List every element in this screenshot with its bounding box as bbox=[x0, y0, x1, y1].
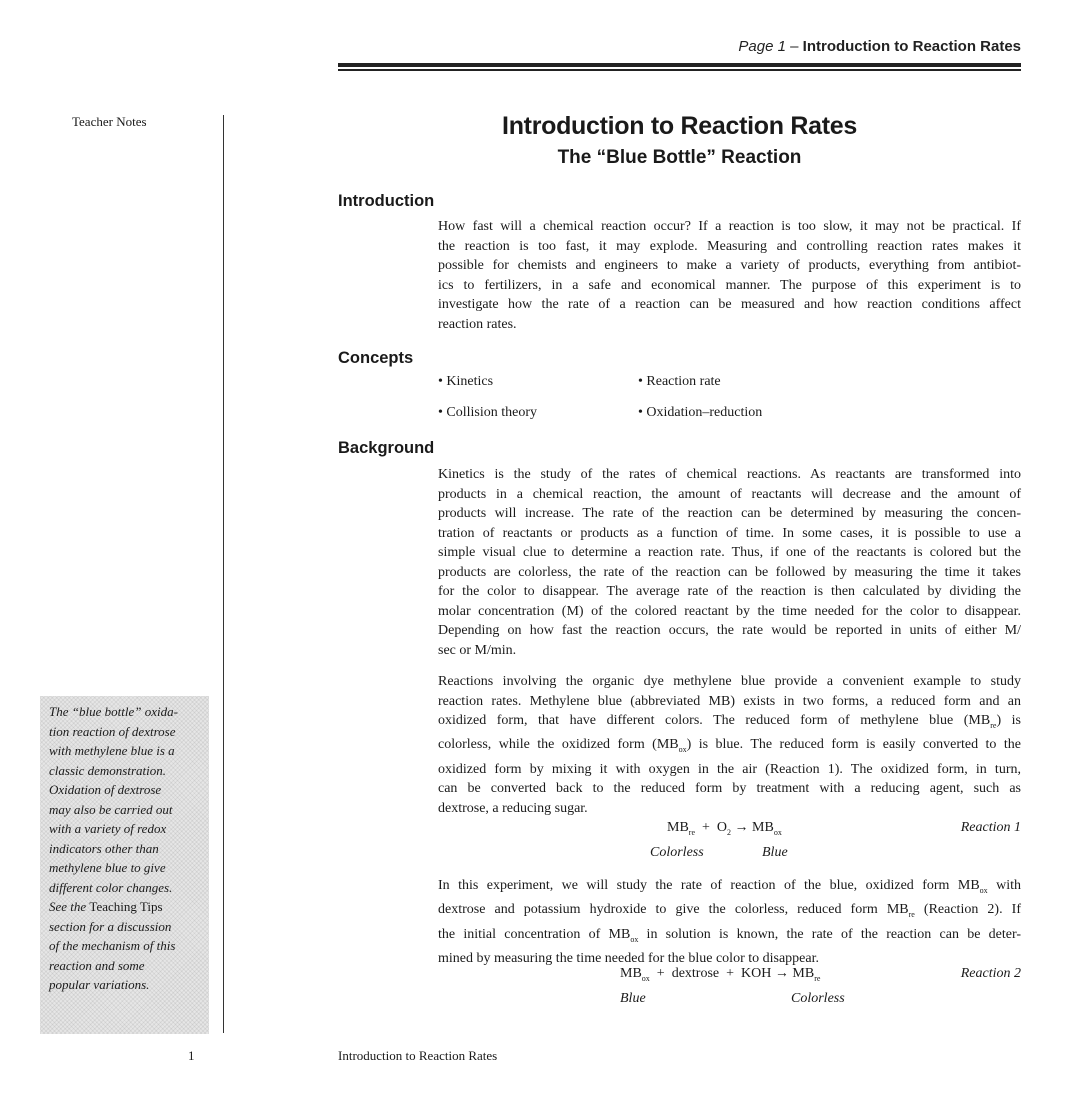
text-line: can be converted back to the reduced form by treatment with a reducing agent, such as bbox=[438, 781, 1021, 797]
text-line: dextrose, a reducing sugar. bbox=[438, 800, 588, 816]
reaction-2-colorless: Colorless bbox=[791, 991, 845, 1006]
concept-item: • Reaction rate bbox=[638, 374, 721, 389]
text-line: molar concentration (M) of the colored reactant by the time needed for the color to disappear. bbox=[438, 603, 1021, 619]
page-title: Introduction to Reaction Rates bbox=[502, 112, 857, 140]
reaction-1-label: Reaction 1 bbox=[960, 820, 1021, 835]
note-line bbox=[49, 897, 203, 917]
heading-introduction: Introduction bbox=[338, 192, 435, 210]
reaction-1-blue: Blue bbox=[762, 845, 788, 860]
text-line: colorless, while the oxidized form $(MB_{ox})$ is blue. The reduced form is easily converted to the bbox=[438, 737, 1021, 755]
header-page: Page 1 bbox=[738, 38, 786, 55]
note-line: popular variations. bbox=[49, 977, 150, 992]
background-paragraph-2 bbox=[438, 672, 1021, 818]
text-line: tration of reactants or products as a function of time. In some cases, it is possible to use a bbox=[438, 525, 1021, 541]
text-line: ics to fertilizers, in a safe and economical manner. The purpose of this experiment is to bbox=[438, 277, 1021, 293]
note-line: section for a discussion bbox=[49, 918, 172, 934]
background-paragraph-3 bbox=[438, 876, 1021, 968]
text-line: products are colorless, the rate of the reaction can be followed by measuring the time it takes bbox=[438, 564, 1021, 580]
running-header bbox=[338, 38, 1021, 55]
note-line: may also be carried out bbox=[49, 801, 173, 817]
text-line: In this experiment, we will study the rate of reaction of the blue, oxidized form $MB_{ox}$ with bbox=[438, 878, 1021, 895]
teacher-note-box bbox=[40, 696, 209, 1034]
note-line: methylene blue to give bbox=[49, 860, 166, 875]
background-paragraph-1 bbox=[438, 465, 1021, 660]
text-line: How fast will a chemical reaction occur? If a reaction is too slow, it may not be practical. If bbox=[438, 219, 1021, 234]
reaction-2-equation: $MB_{ox}$ + dextrose + KOH → $MB_{re}$ bbox=[620, 966, 821, 983]
text-line: for the color to disappear. The average rate of the reaction is then calculated by dividing the bbox=[438, 584, 1021, 599]
note-line: of the mechanism of this bbox=[49, 938, 176, 953]
text-line: the reaction is too fast, it may explode. Measuring and controlling reaction rates makes it bbox=[438, 238, 1021, 254]
text-line: mined by measuring the time needed for the blue color to disappear. bbox=[438, 950, 819, 966]
note-see: See the bbox=[49, 899, 87, 914]
note-line: reaction and some bbox=[49, 957, 145, 973]
text-line: oxidized form, that have different colors. The reduced form of methylene blue $(MB_{re})$ is bbox=[438, 713, 1021, 730]
text-line: reaction rates. Methylene blue (abbreviated MB) exists in two forms, a reduced form and an bbox=[438, 693, 1021, 709]
text-line: dextrose and potassium hydroxide to give the colorless, reduced form $MB_{re}$ (Reaction 2). If bbox=[438, 902, 1021, 920]
text-line: the initial concentration of $MB_{ox}$ in solution is known, the rate of the reaction can be deter- bbox=[438, 926, 1021, 944]
reaction-1-equation: $MB_{re} + O_2 \to MB_{ox}$ bbox=[667, 820, 782, 837]
header-rule-thick bbox=[338, 63, 1021, 67]
note-line: The “blue bottle” oxida- bbox=[49, 704, 178, 719]
concept-item: • Kinetics bbox=[438, 374, 494, 389]
text-line: Kinetics is the study of the rates of chemical reactions. As reactants are transformed into bbox=[438, 467, 1021, 482]
teaching-tips-ref: Teaching Tips bbox=[89, 899, 163, 914]
concept-item: • Oxidation–reduction bbox=[638, 405, 763, 420]
text-line: sec or M/min. bbox=[438, 642, 517, 658]
note-line: with a variety of redox bbox=[49, 821, 167, 836]
note-line: with methylene blue is a bbox=[49, 743, 175, 758]
text-line: reaction rates. bbox=[438, 316, 517, 332]
text-line: simple visual clue to determine a reaction rate. Thus, if one of the reactants is colored but the bbox=[438, 545, 1021, 560]
note-line: tion reaction of dextrose bbox=[49, 723, 176, 739]
text-line: Reactions involving the organic dye methylene blue provide a convenient example to study bbox=[438, 674, 1021, 689]
header-rule-thin bbox=[338, 69, 1021, 71]
reaction-2-label: Reaction 2 bbox=[960, 966, 1021, 981]
reaction-2-blue: Blue bbox=[620, 991, 646, 1006]
teacher-notes-label: Teacher Notes bbox=[72, 114, 147, 129]
text-line: Depending on how fast the reaction occurs, the rate would be reported in units of either M/ bbox=[438, 623, 1021, 638]
footer-page-number: 1 bbox=[188, 1048, 195, 1063]
page-subtitle: The “Blue Bottle” Reaction bbox=[557, 147, 802, 168]
intro-paragraph bbox=[438, 217, 1021, 334]
text-line: investigate how the rate of a reaction can be measured and how reaction conditions affect bbox=[438, 297, 1021, 312]
text-line: products in a chemical reaction, the amount of reactants will decrease and the amount of bbox=[438, 486, 1021, 502]
note-line: indicators other than bbox=[49, 840, 159, 856]
text-line: oxidized form by mixing it with oxygen in the air (Reaction 1). The oxidized form, in turn, bbox=[438, 761, 1021, 777]
heading-concepts: Concepts bbox=[338, 349, 414, 367]
header-dash: – bbox=[790, 38, 799, 55]
note-line: classic demonstration. bbox=[49, 762, 166, 778]
reaction-1-colorless: Colorless bbox=[650, 845, 704, 860]
footer-title: Introduction to Reaction Rates bbox=[338, 1048, 498, 1063]
note-line: Oxidation of dextrose bbox=[49, 782, 162, 797]
heading-background: Background bbox=[338, 439, 435, 457]
header-title: Introduction to Reaction Rates bbox=[802, 38, 1021, 55]
sidebar-divider bbox=[223, 115, 224, 1033]
text-line: products will increase. The rate of the reaction can be determined by measuring the concen- bbox=[438, 506, 1021, 521]
concept-item: • Collision theory bbox=[438, 405, 538, 420]
note-line: different color changes. bbox=[49, 879, 173, 895]
text-line: possible for chemists and engineers to make a variety of products, everything from antibiot- bbox=[438, 258, 1021, 273]
